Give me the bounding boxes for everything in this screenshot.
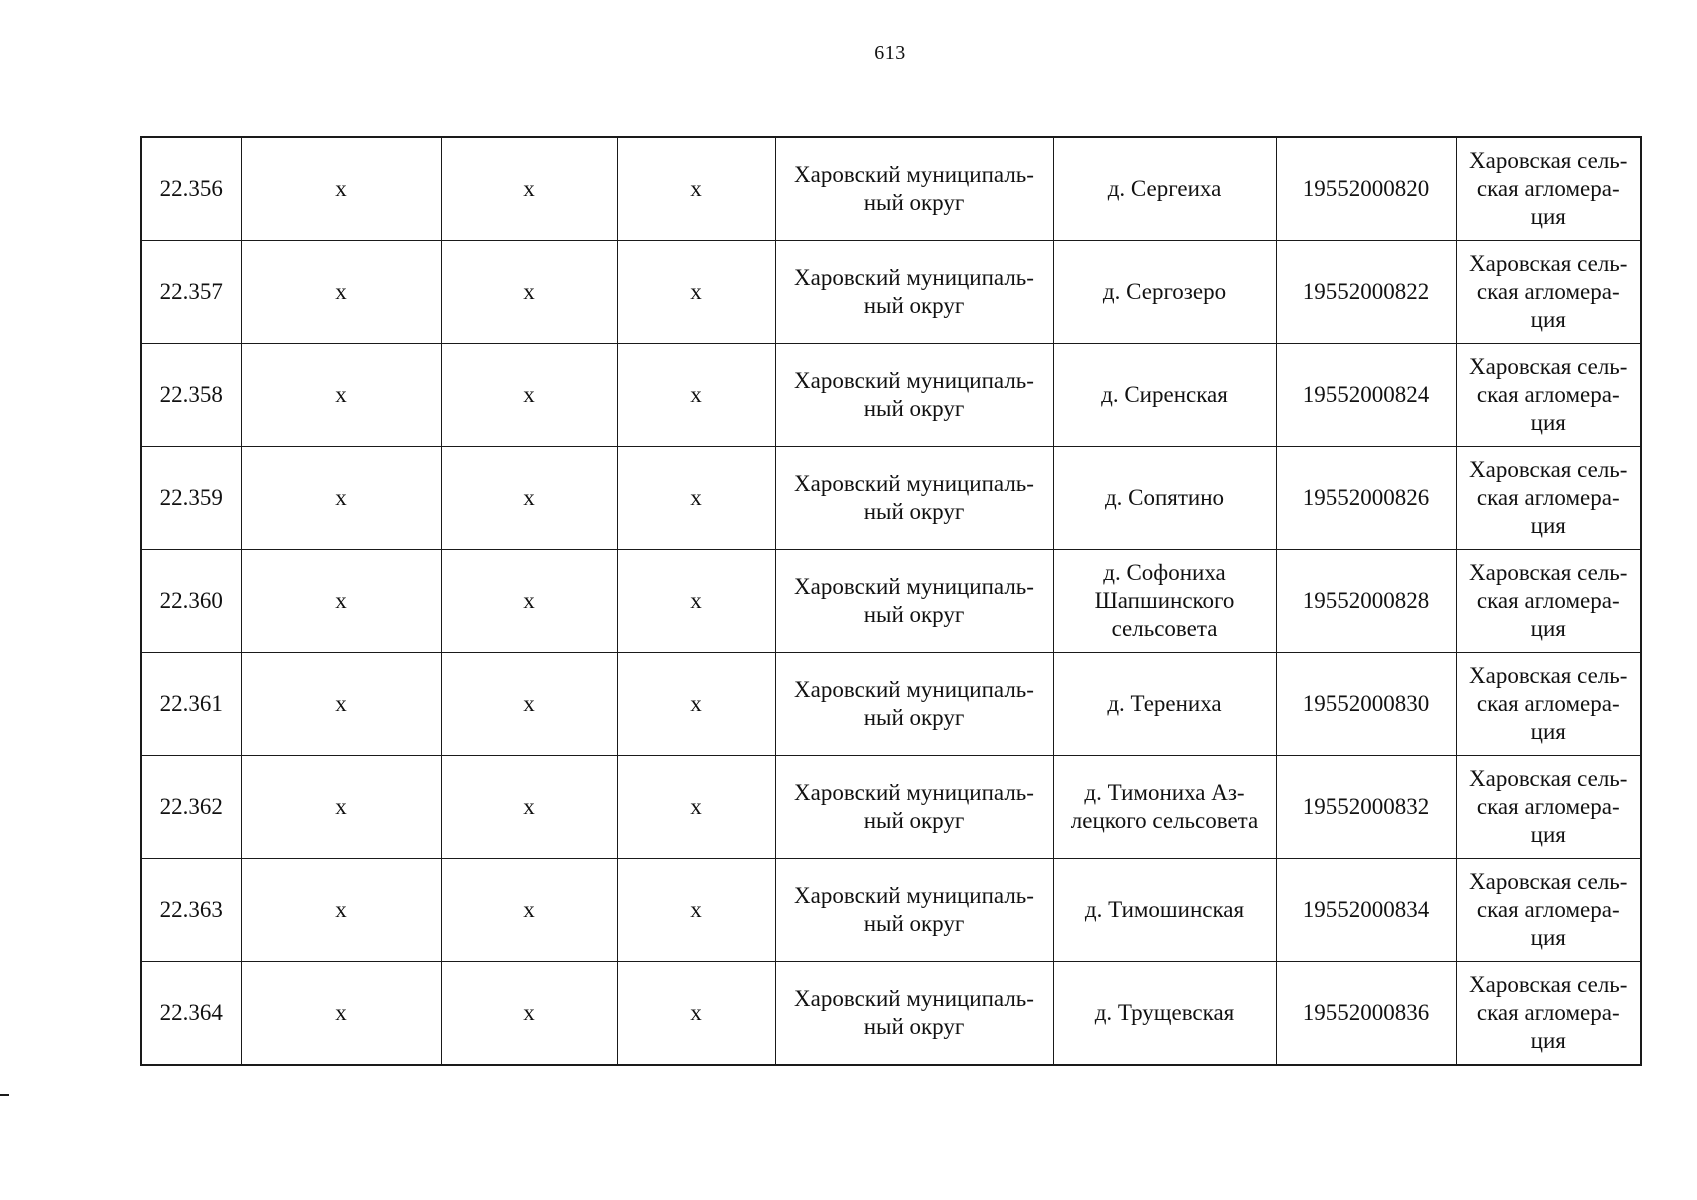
table-row (141, 653, 1641, 756)
placeholder-cell: x (241, 653, 441, 756)
placeholder-cell: x (441, 241, 617, 344)
locality-cell: д. Софониха Шапшинского сельсовета (1053, 550, 1276, 653)
placeholder-cell: x (441, 756, 617, 859)
code-cell: 19552000832 (1276, 756, 1456, 859)
placeholder-cell: x (441, 653, 617, 756)
municipality-cell: Харовский муниципаль- ный округ (775, 859, 1053, 962)
table-row (141, 137, 1641, 241)
code-cell: 19552000822 (1276, 241, 1456, 344)
code-cell: 19552000834 (1276, 859, 1456, 962)
placeholder-cell: x (617, 962, 775, 1066)
table-row (141, 756, 1641, 859)
settlements-table (140, 136, 1642, 1066)
agglomeration-cell: Харовская сель- ская агломера- ция (1456, 653, 1641, 756)
placeholder-cell: x (441, 137, 617, 241)
locality-cell: д. Сиренская (1053, 344, 1276, 447)
placeholder-cell: x (241, 137, 441, 241)
placeholder-cell: x (617, 653, 775, 756)
table-body (141, 137, 1641, 1065)
agglomeration-cell: Харовская сель- ская агломера- ция (1456, 344, 1641, 447)
agglomeration-cell: Харовская сель- ская агломера- ция (1456, 137, 1641, 241)
placeholder-cell: x (617, 344, 775, 447)
locality-cell: д. Тимошинская (1053, 859, 1276, 962)
municipality-cell: Харовский муниципаль- ный округ (775, 962, 1053, 1066)
placeholder-cell: x (241, 550, 441, 653)
municipality-cell: Харовский муниципаль- ный округ (775, 653, 1053, 756)
placeholder-cell: x (617, 447, 775, 550)
row-number-cell: 22.357 (141, 241, 241, 344)
placeholder-cell: x (617, 859, 775, 962)
placeholder-cell: x (617, 241, 775, 344)
placeholder-cell: x (241, 962, 441, 1066)
agglomeration-cell: Харовская сель- ская агломера- ция (1456, 756, 1641, 859)
locality-cell: д. Терениха (1053, 653, 1276, 756)
placeholder-cell: x (241, 241, 441, 344)
municipality-cell: Харовский муниципаль- ный округ (775, 550, 1053, 653)
placeholder-cell: x (441, 962, 617, 1066)
table-row (141, 550, 1641, 653)
municipality-cell: Харовский муниципаль- ный округ (775, 756, 1053, 859)
placeholder-cell: x (617, 137, 775, 241)
row-number-cell: 22.356 (141, 137, 241, 241)
code-cell: 19552000824 (1276, 344, 1456, 447)
locality-cell: д. Тимониха Аз- лецкого сельсовета (1053, 756, 1276, 859)
code-cell: 19552000830 (1276, 653, 1456, 756)
table-row (141, 344, 1641, 447)
table-row (141, 859, 1641, 962)
placeholder-cell: x (441, 550, 617, 653)
placeholder-cell: x (441, 447, 617, 550)
placeholder-cell: x (241, 756, 441, 859)
row-number-cell: 22.364 (141, 962, 241, 1066)
placeholder-cell: x (617, 550, 775, 653)
code-cell: 19552000826 (1276, 447, 1456, 550)
page-number: 613 (874, 42, 906, 64)
row-number-cell: 22.363 (141, 859, 241, 962)
municipality-cell: Харовский муниципаль- ный округ (775, 344, 1053, 447)
agglomeration-cell: Харовская сель- ская агломера- ция (1456, 550, 1641, 653)
municipality-cell: Харовский муниципаль- ный округ (775, 241, 1053, 344)
row-number-cell: 22.358 (141, 344, 241, 447)
agglomeration-cell: Харовская сель- ская агломера- ция (1456, 447, 1641, 550)
row-number-cell: 22.360 (141, 550, 241, 653)
placeholder-cell: x (241, 344, 441, 447)
code-cell: 19552000836 (1276, 962, 1456, 1066)
municipality-cell: Харовский муниципаль- ный округ (775, 447, 1053, 550)
agglomeration-cell: Харовская сель- ская агломера- ция (1456, 859, 1641, 962)
placeholder-cell: x (241, 447, 441, 550)
locality-cell: д. Трущевская (1053, 962, 1276, 1066)
placeholder-cell: x (617, 756, 775, 859)
locality-cell: д. Сергозеро (1053, 241, 1276, 344)
margin-mark (0, 1094, 9, 1096)
code-cell: 19552000820 (1276, 137, 1456, 241)
locality-cell: д. Сопятино (1053, 447, 1276, 550)
table-row (141, 447, 1641, 550)
agglomeration-cell: Харовская сель- ская агломера- ция (1456, 962, 1641, 1066)
placeholder-cell: x (441, 344, 617, 447)
row-number-cell: 22.359 (141, 447, 241, 550)
municipality-cell: Харовский муниципаль- ный округ (775, 137, 1053, 241)
table-row (141, 962, 1641, 1066)
row-number-cell: 22.361 (141, 653, 241, 756)
locality-cell: д. Сергеиха (1053, 137, 1276, 241)
table-row (141, 241, 1641, 344)
code-cell: 19552000828 (1276, 550, 1456, 653)
placeholder-cell: x (241, 859, 441, 962)
placeholder-cell: x (441, 859, 617, 962)
row-number-cell: 22.362 (141, 756, 241, 859)
agglomeration-cell: Харовская сель- ская агломера- ция (1456, 241, 1641, 344)
